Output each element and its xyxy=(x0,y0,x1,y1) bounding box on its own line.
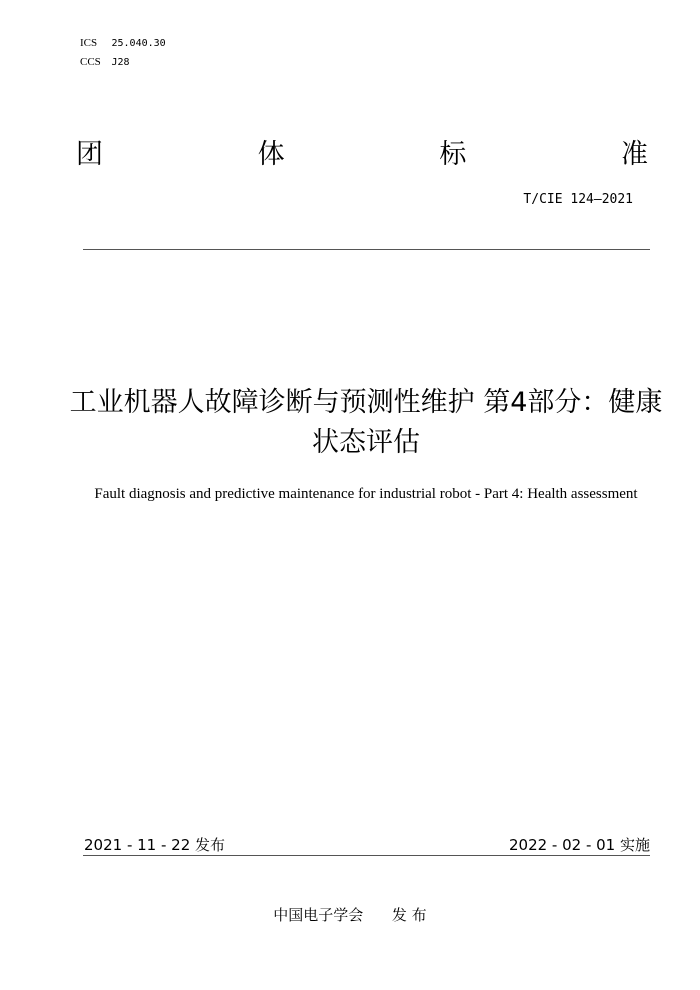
standard-type-char: 团 xyxy=(76,139,103,170)
classification-codes xyxy=(80,34,166,72)
standard-number: T/CIE 124—2021 xyxy=(523,192,633,207)
footer-divider xyxy=(83,855,650,856)
standard-type-char: 标 xyxy=(439,139,467,170)
ccs-label: CCS xyxy=(80,56,101,68)
standard-type-char: 体 xyxy=(257,139,285,170)
header-divider xyxy=(83,249,650,250)
publisher: 中国电子学会 发 布 xyxy=(273,906,427,924)
standard-type xyxy=(76,132,648,171)
ics-label: ICS xyxy=(80,37,98,49)
ccs-line xyxy=(80,53,166,72)
implementation-date: 2022 - 02 - 01 实施 xyxy=(508,836,650,854)
standard-type-char: 准 xyxy=(620,139,648,170)
publication-date: 2021 - 11 - 22 发布 xyxy=(84,836,226,854)
title-chinese: 工业机器人故障诊断与预测性维护 第4部分：健康状态评估 xyxy=(69,387,663,458)
ccs-value: J28 xyxy=(111,57,130,68)
ics-line xyxy=(80,34,166,53)
ics-value: 25.040.30 xyxy=(111,38,166,49)
title-english: Fault diagnosis and predictive maintenance for industrial robot - Part 4: Health assessment xyxy=(94,486,638,502)
